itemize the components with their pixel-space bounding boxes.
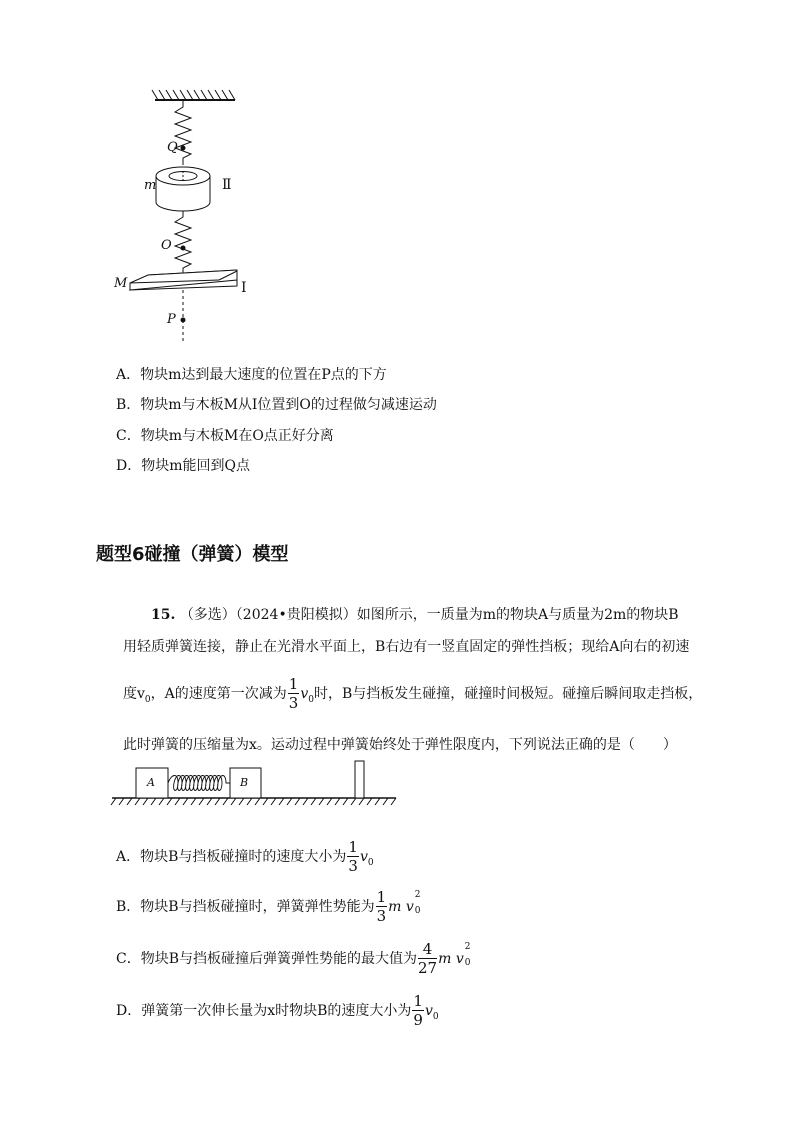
spring-mass-figure <box>100 85 270 350</box>
q14-option-b: B．物块m与木板M从Ⅰ位置到O的过程做匀减速运动 <box>116 397 437 413</box>
fraction-one-third: $\frac{1}{3}$ <box>288 675 299 712</box>
fraction-one-third-b: $\frac{1}{3}$ <box>376 888 387 925</box>
label-q: Q <box>167 140 178 155</box>
q15-option-d: D．弹簧第一次伸长量为x时物块B的速度大小为 $\frac{1}{9}$ $v_0$ <box>116 992 439 1029</box>
q15-line4: 此时弹簧的压缩量为x。运动过程中弹簧始终处于弹性限度内，下列说法正确的是（ ） <box>123 737 677 753</box>
q15-line3-post: 时，B与挡板发生碰撞，碰撞时间极短。碰撞后瞬间取走挡板， <box>313 686 703 702</box>
q15-line3: 度$v_0$，A的速度第一次减为 $\frac{1}{3}$ $v_0$时，B与挡板发生碰撞，碰撞时间极短。碰撞后瞬间取走挡板， <box>123 675 703 712</box>
q15-option-b: B．物块B与挡板碰撞时，弹簧弹性势能为 $\frac{1}{3}$ m v 2 0 <box>116 888 421 925</box>
label-p: P <box>167 312 176 327</box>
q15-line1 <box>151 604 679 624</box>
label-o: O <box>161 238 172 253</box>
q15-line1-text: （多选）（2024•贵阳模拟）如图所示，一质量为m的物块A与质量为2m的物块B <box>179 607 679 623</box>
label-board-m: M <box>114 276 128 291</box>
label-m: m <box>144 178 157 193</box>
q15-line2: 用轻质弹簧连接，静止在光滑水平面上，B右边有一竖直固定的弹性挡板；现给A向右的初速 <box>123 639 690 655</box>
label-i: Ⅰ <box>241 280 247 296</box>
q15-option-a: A．物块B与挡板碰撞时的速度大小为 $\frac{1}{3}$ $v_0$ <box>116 838 374 875</box>
fraction-four-27ths: $\frac{4}{27}$ <box>418 940 438 977</box>
q15-number: 15. <box>151 607 176 623</box>
q15-option-c: C．物块B与挡板碰撞后弹簧弹性势能的最大值为 $\frac{4}{27}$ m v 2 0 <box>116 940 471 977</box>
label-ii: Ⅱ <box>222 177 232 193</box>
q14-option-a: A．物块m达到最大速度的位置在P点的下方 <box>116 367 387 383</box>
q15-line3-sub: 0 <box>144 694 151 705</box>
q15-line3-pre: 度v <box>123 686 145 702</box>
fraction-one-third-a: $\frac{1}{3}$ <box>348 838 358 875</box>
q14-option-c: C．物块m与木板M在O点正好分离 <box>116 428 334 444</box>
label-block-b: B <box>240 776 249 789</box>
label-block-a: A <box>147 776 155 789</box>
q14-option-d: D．物块m能回到Q点 <box>116 458 250 474</box>
q15-line3-mid: ，A的速度第一次减为 <box>150 686 287 702</box>
section-heading: 题型6碰撞（弹簧）模型 <box>96 544 289 565</box>
fraction-one-ninth: $\frac{1}{9}$ <box>413 992 423 1029</box>
